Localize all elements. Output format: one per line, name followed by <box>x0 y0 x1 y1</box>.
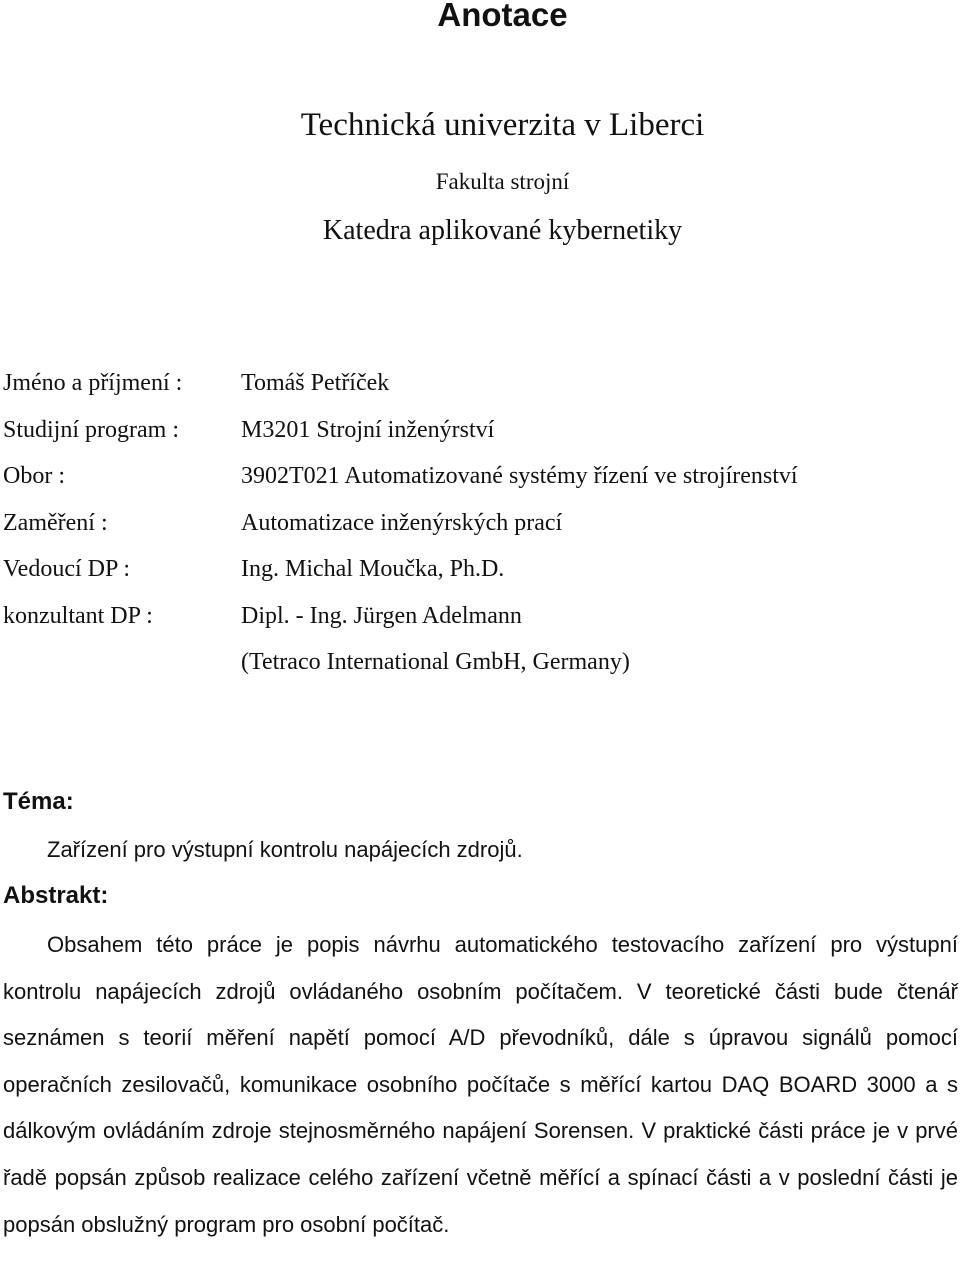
page-title: Anotace <box>437 0 568 33</box>
info-label: konzultant DP : <box>3 602 153 629</box>
info-value: Dipl. - Ing. Jürgen Adelmann <box>241 602 522 629</box>
department-name: Katedra aplikované kybernetiky <box>322 215 683 246</box>
info-label: Studijní program : <box>3 416 179 443</box>
info-value: Automatizace inženýrských prací <box>241 509 563 536</box>
university-name: Technická univerzita v Liberci <box>300 107 705 143</box>
info-value: Ing. Michal Moučka, Ph.D. <box>241 556 505 582</box>
info-label: Vedoucí DP : <box>3 556 131 582</box>
info-row-supervisor <box>3 551 953 598</box>
abstract-text: Obsahem této práce je popis návrhu automatického testovacího zařízení pro výstupní kontrolu napájecích zdrojů ovládaného osobním počítačem. V teoretické části bude čtenář seznámen s teorií měření napětí pomocí A/D převodníků, dále s úpravou signálů pomocí operačních zesilovačů, komunikace osobního počítače s měřící kartou DAQ BOARD 3000 a s dálkovým ovládáním zdroje stejnosměrného napájení Sorensen. V praktické části práce je v prvé řadě popsán způsob realizace celého zařízení včetně měřící a spínací části a v poslední části je popsán obslužný program pro osobní počítač. <box>3 932 958 1237</box>
info-row-consultant <box>3 598 953 645</box>
info-value: 3902T021 Automatizované systémy řízení ve strojírenství <box>241 463 798 489</box>
abstract-heading: Abstrakt: <box>3 882 109 909</box>
info-label: Jméno a příjmení : <box>3 370 183 396</box>
info-row-consultant-company <box>3 644 953 691</box>
info-row-program <box>3 412 953 459</box>
topic-heading: Téma: <box>3 788 74 815</box>
faculty-name: Fakulta strojní <box>435 169 570 194</box>
info-value: M3201 Strojní inženýrství <box>241 416 495 443</box>
thesis-info <box>3 365 953 691</box>
info-row-specialization <box>3 505 953 552</box>
info-label: Obor : <box>3 463 65 489</box>
topic-text: Zařízení pro výstupní kontrolu napájecích zdrojů. <box>47 837 523 862</box>
info-value: (Tetraco International GmbH, Germany) <box>241 649 630 675</box>
info-value: Tomáš Petříček <box>241 370 390 396</box>
info-label: Zaměření : <box>3 509 108 536</box>
info-row-field <box>3 458 953 505</box>
info-row-name <box>3 365 953 412</box>
